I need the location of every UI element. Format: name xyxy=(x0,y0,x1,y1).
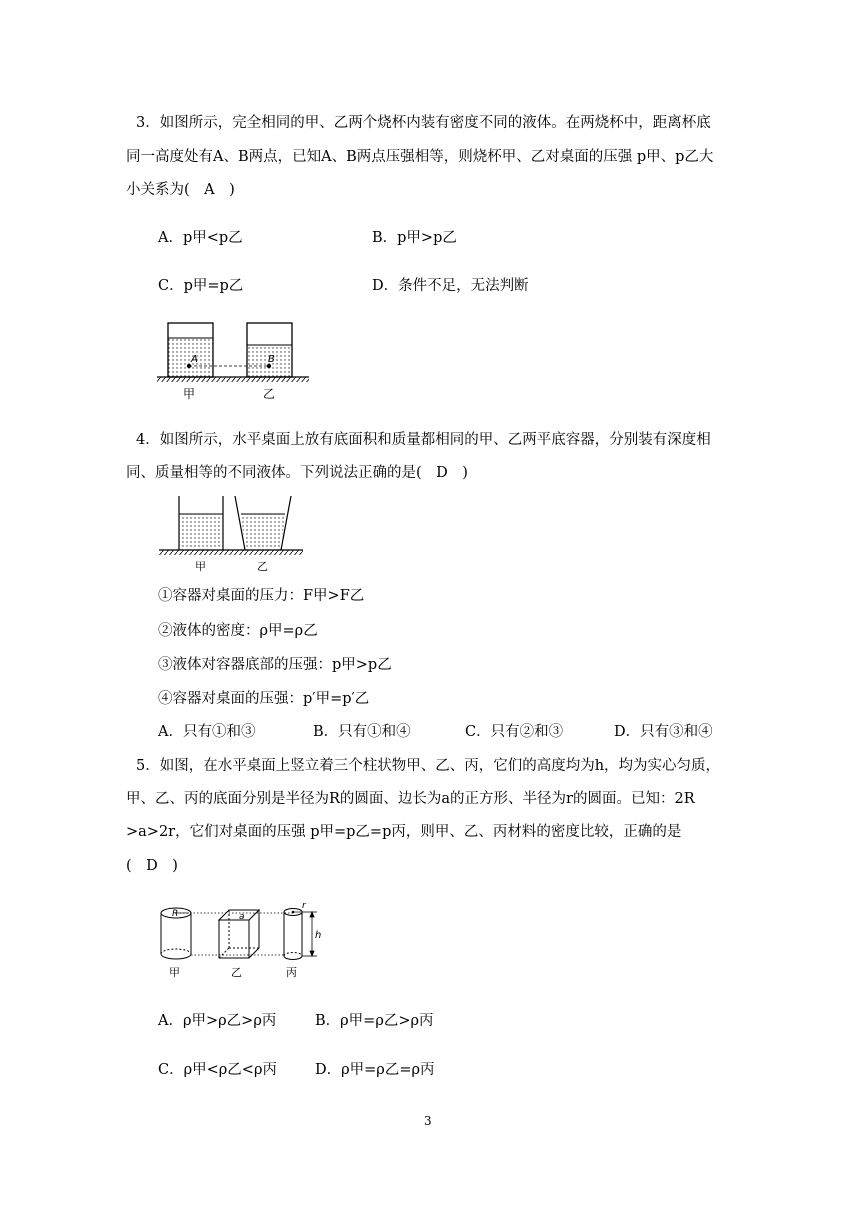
q4-text-line1: 4．如图所示，水平桌面上放有底面积和质量都相同的甲、乙两平底容器，分别装有深度相 xyxy=(136,432,711,448)
container-straight xyxy=(179,496,223,550)
q4-statement-3: ③液体对容器底部的压强：p甲>p乙 xyxy=(158,657,392,673)
point-a-label: A xyxy=(191,354,198,365)
q4-option-d: D．只有③和④ xyxy=(614,724,713,740)
point-b-label: B xyxy=(268,354,275,365)
q5-option-a: A．ρ甲>ρ乙>ρ丙 xyxy=(158,1013,277,1029)
beaker-right xyxy=(247,323,292,377)
page-number: 3 xyxy=(424,1114,432,1128)
q3-option-d: D．条件不足，无法判断 xyxy=(372,278,529,294)
container-flared xyxy=(235,496,291,550)
beaker-left xyxy=(168,323,213,377)
cylinder-small xyxy=(284,909,302,960)
q5-text-line2: 甲、乙、丙的底面分别是半径为R的圆面、边长为a的正方形、半径为r的圆面。已知：2R xyxy=(126,791,695,807)
q4-option-b: B．只有①和④ xyxy=(313,724,411,740)
label-jia: 甲 xyxy=(169,966,180,979)
label-jia: 甲 xyxy=(195,560,206,573)
q4-option-a: A．只有①和③ xyxy=(158,724,256,740)
radius-r-label: r xyxy=(302,901,306,911)
height-h-label: h xyxy=(315,930,322,941)
label-bing: 丙 xyxy=(286,966,297,979)
q4-statement-4: ④容器对桌面的压强：p′甲=p′乙 xyxy=(158,691,370,707)
q5-text-line1: 5．如图，在水平桌面上竖立着三个柱状物甲、乙、丙，它们的高度均为h，均为实心匀质， xyxy=(136,758,721,774)
label-yi: 乙 xyxy=(231,966,242,979)
q3-beakers-figure xyxy=(155,318,315,400)
q4-text-line2: 同、质量相等的不同液体。下列说法正确的是( D ) xyxy=(126,465,468,481)
q5-option-b: B．ρ甲=ρ乙>ρ丙 xyxy=(315,1013,434,1029)
label-jia: 甲 xyxy=(183,387,196,400)
q4-statement-1: ①容器对桌面的压力：F甲>F乙 xyxy=(158,588,365,604)
q5-text-line4: ( D ) xyxy=(126,858,178,874)
table-surface xyxy=(157,377,309,382)
q5-solids-figure xyxy=(155,900,335,980)
q4-statement-2: ②液体的密度：ρ甲=ρ乙 xyxy=(158,623,318,639)
radius-R-label: R xyxy=(172,909,179,919)
q5-text-line3: >a>2r，它们对桌面的压强 p甲=p乙=p丙，则甲、乙、丙材料的密度比较，正确的是 xyxy=(126,824,682,840)
q3-text-line3: 小关系为( A ) xyxy=(126,182,235,198)
q3-option-c: C．p甲=p乙 xyxy=(158,278,244,294)
q5-option-c: C．ρ甲<ρ乙<ρ丙 xyxy=(158,1062,277,1078)
q3-text-line2: 同一高度处有A、B两点，已知A、B两点压强相等，则烧杯甲、乙对桌面的压强 p甲、p乙大 xyxy=(126,149,714,165)
table-surface xyxy=(159,550,303,555)
q4-option-c: C．只有②和③ xyxy=(465,724,564,740)
q5-option-d: D．ρ甲=ρ乙=ρ丙 xyxy=(315,1062,435,1078)
label-yi: 乙 xyxy=(263,387,276,400)
side-a-label: a xyxy=(239,912,245,922)
q3-option-b: B．p甲>p乙 xyxy=(372,230,457,246)
q3-option-a: A．p甲<p乙 xyxy=(158,230,243,246)
q3-text-line1: 3．如图所示，完全相同的甲、乙两个烧杯内装有密度不同的液体。在两烧杯中，距离杯底 xyxy=(136,115,711,131)
q4-containers-figure xyxy=(157,492,307,574)
label-yi: 乙 xyxy=(257,560,268,573)
